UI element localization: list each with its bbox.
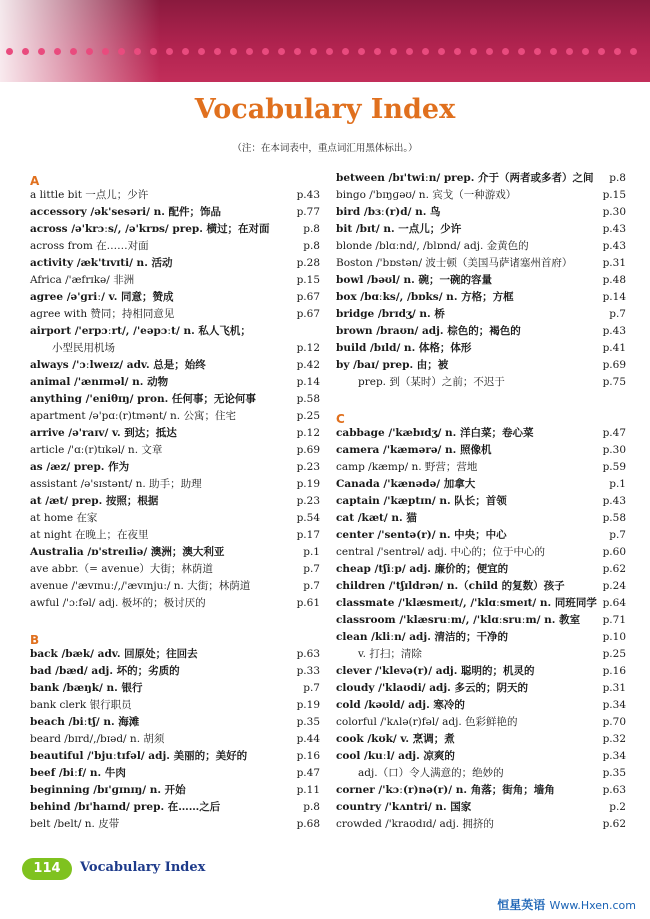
entry-text: apartment /ə'pɑː(r)tmənt/ n. 公寓；住宅 bbox=[30, 410, 236, 422]
index-entry bbox=[30, 391, 320, 408]
entry-text: a little bit 一点儿；少许 bbox=[30, 189, 149, 201]
banner-dot bbox=[342, 48, 349, 55]
entry-page: p.47 bbox=[602, 427, 626, 439]
entry-page: p.77 bbox=[296, 206, 320, 218]
entry-page: p.16 bbox=[602, 665, 626, 677]
index-entry bbox=[336, 425, 626, 442]
decorative-dots bbox=[6, 48, 646, 58]
banner-dot bbox=[566, 48, 573, 55]
entry-text: anything /'eniθɪŋ/ pron. 任何事；无论何事 bbox=[30, 393, 256, 405]
entry-text: agree with 赞同；持相同意见 bbox=[30, 308, 175, 320]
banner-dot bbox=[6, 48, 13, 55]
entry-text: cabbage /'kæbɪdʒ/ n. 洋白菜；卷心菜 bbox=[336, 427, 534, 439]
index-entry bbox=[336, 476, 626, 493]
index-entry bbox=[336, 595, 626, 612]
entry-page: p.17 bbox=[296, 529, 320, 541]
entry-text: by /baɪ/ prep. 由；被 bbox=[336, 359, 449, 371]
banner-dot bbox=[310, 48, 317, 55]
entry-text: agree /ə'ɡriː/ v. 同意；赞成 bbox=[30, 291, 174, 303]
entry-page: p.69 bbox=[602, 359, 626, 371]
banner-dot bbox=[198, 48, 205, 55]
index-entry bbox=[336, 561, 626, 578]
banner-dot bbox=[502, 48, 509, 55]
entry-text: bank clerk 银行职员 bbox=[30, 699, 132, 711]
entry-page: p.70 bbox=[602, 716, 626, 728]
banner-dot bbox=[38, 48, 45, 55]
entry-text: build /bɪld/ n. 体格；体形 bbox=[336, 342, 472, 354]
index-entry bbox=[30, 238, 320, 255]
section-letter: B bbox=[30, 633, 40, 647]
entry-page: p.64 bbox=[602, 597, 626, 609]
index-entry bbox=[30, 748, 320, 765]
entry-text: always /'ɔːlweɪz/ adv. 总是；始终 bbox=[30, 359, 206, 371]
entry-page: p.7 bbox=[609, 529, 626, 541]
entry-page: p.16 bbox=[296, 750, 320, 762]
page-number-badge: 114 bbox=[22, 858, 72, 880]
banner-dot bbox=[422, 48, 429, 55]
index-entry bbox=[30, 510, 320, 527]
index-entry bbox=[336, 612, 626, 629]
entry-page: p.14 bbox=[296, 376, 320, 388]
entry-page: p.35 bbox=[602, 767, 626, 779]
entry-text: cloudy /'klaʊdi/ adj. 多云的；阴天的 bbox=[336, 682, 528, 694]
index-entry bbox=[30, 782, 320, 799]
entry-page: p.35 bbox=[296, 716, 320, 728]
entry-text: cook /kʊk/ v. 烹调；煮 bbox=[336, 733, 455, 745]
entry-text: airport /'erpɔːrt/, /'eəpɔːt/ n. 私人飞机； bbox=[30, 325, 251, 337]
section-letter: C bbox=[336, 412, 345, 426]
entry-page: p.34 bbox=[602, 750, 626, 762]
entry-text: bowl /bəʊl/ n. 碗；一碗的容量 bbox=[336, 274, 492, 286]
index-entry bbox=[30, 646, 320, 663]
entry-page: p.69 bbox=[296, 444, 320, 456]
entry-page: p.11 bbox=[296, 784, 320, 796]
entry-text: classroom /'klæsruːm/, /'klɑːsruːm/ n. 教室 bbox=[336, 614, 581, 626]
entry-text: activity /æk'tɪvɪti/ n. 活动 bbox=[30, 257, 173, 269]
entry-text: blonde /blɑːnd/, /blɒnd/ adj. 金黄色的 bbox=[336, 240, 529, 252]
entry-page: p.25 bbox=[296, 410, 320, 422]
entry-text: ave abbr.（= avenue）大街；林荫道 bbox=[30, 563, 213, 575]
entry-text: v. 打扫；清除 bbox=[358, 648, 422, 660]
entry-text: animal /'ænɪməl/ n. 动物 bbox=[30, 376, 169, 388]
entry-page: p.32 bbox=[602, 733, 626, 745]
entry-page: p.10 bbox=[602, 631, 626, 643]
banner-dot bbox=[470, 48, 477, 55]
entry-text: Australia /ɒ'streɪliə/ 澳洲；澳大利亚 bbox=[30, 546, 225, 558]
entry-page: p.43 bbox=[296, 189, 320, 201]
entry-text: assistant /ə'sɪstənt/ n. 助手；助理 bbox=[30, 478, 202, 490]
index-entry bbox=[30, 289, 320, 306]
index-entry bbox=[336, 799, 626, 816]
entry-text: cool /kuːl/ adj. 凉爽的 bbox=[336, 750, 455, 762]
section-gap bbox=[336, 391, 626, 408]
index-entry bbox=[30, 221, 320, 238]
banner-dot bbox=[630, 48, 637, 55]
index-entry bbox=[30, 459, 320, 476]
entry-page: p.7 bbox=[609, 308, 626, 320]
entry-text: bank /bæŋk/ n. 银行 bbox=[30, 682, 143, 694]
index-entry-continuation bbox=[336, 646, 626, 663]
entry-page: p.12 bbox=[296, 427, 320, 439]
index-note: （注：在本词表中，重点词汇用黑体标出。） bbox=[232, 143, 418, 154]
entry-page: p.75 bbox=[602, 376, 626, 388]
banner-dot bbox=[454, 48, 461, 55]
entry-text: bit /bɪt/ n. 一点儿；少许 bbox=[336, 223, 462, 235]
index-entry bbox=[30, 731, 320, 748]
entry-page: p.43 bbox=[602, 223, 626, 235]
entry-text: awful /'ɔːfəl/ adj. 极坏的；极讨厌的 bbox=[30, 597, 206, 609]
banner-dot bbox=[262, 48, 269, 55]
banner-dot bbox=[102, 48, 109, 55]
entry-page: p.48 bbox=[602, 274, 626, 286]
entry-text: clever /'klevə(r)/ adj. 聪明的；机灵的 bbox=[336, 665, 535, 677]
brand-name: 恒星英语 bbox=[497, 898, 546, 912]
index-entry bbox=[30, 493, 320, 510]
entry-page: p.15 bbox=[296, 274, 320, 286]
index-entry bbox=[336, 748, 626, 765]
index-entry bbox=[30, 765, 320, 782]
index-column-left bbox=[30, 170, 320, 833]
entry-page: p.62 bbox=[602, 818, 626, 830]
index-entry bbox=[336, 170, 626, 187]
index-entry bbox=[336, 629, 626, 646]
section-letter: A bbox=[30, 174, 40, 188]
banner-dot bbox=[358, 48, 365, 55]
banner-dot bbox=[246, 48, 253, 55]
entry-page: p.63 bbox=[296, 648, 320, 660]
entry-page: p.1 bbox=[303, 546, 320, 558]
index-entry bbox=[336, 782, 626, 799]
index-entry bbox=[336, 816, 626, 833]
entry-page: p.24 bbox=[602, 580, 626, 592]
entry-page: p.31 bbox=[602, 257, 626, 269]
entry-page: p.54 bbox=[296, 512, 320, 524]
entry-page: p.59 bbox=[602, 461, 626, 473]
index-entry bbox=[30, 561, 320, 578]
section-gap bbox=[30, 612, 320, 629]
entry-text: camera /'kæmərə/ n. 照像机 bbox=[336, 444, 492, 456]
entry-page: p.7 bbox=[303, 682, 320, 694]
entry-page: p.30 bbox=[602, 444, 626, 456]
entry-page: p.68 bbox=[296, 818, 320, 830]
index-entry bbox=[336, 221, 626, 238]
index-column-right bbox=[336, 170, 626, 833]
entry-text: as /æz/ prep. 作为 bbox=[30, 461, 130, 473]
banner-dot bbox=[582, 48, 589, 55]
entry-text: corner /'kɔː(r)nə(r)/ n. 角落；街角；墙角 bbox=[336, 784, 555, 796]
entry-page: p.30 bbox=[602, 206, 626, 218]
entry-text: back /bæk/ adv. 回原处；往回去 bbox=[30, 648, 198, 660]
entry-text: adj.（口）令人满意的；绝妙的 bbox=[358, 767, 504, 779]
banner-dot bbox=[374, 48, 381, 55]
entry-page: p.8 bbox=[303, 223, 320, 235]
entry-text: avenue /'ævɪnuː/,/'ævɪnjuː/ n. 大街；林荫道 bbox=[30, 580, 251, 592]
index-entry bbox=[336, 357, 626, 374]
index-entry bbox=[30, 187, 320, 204]
entry-text: clean /kliːn/ adj. 清洁的；干净的 bbox=[336, 631, 508, 643]
index-entry bbox=[336, 663, 626, 680]
entry-text: arrive /ə'raɪv/ v. 到达；抵达 bbox=[30, 427, 177, 439]
entry-page: p.33 bbox=[296, 665, 320, 677]
index-entry bbox=[30, 476, 320, 493]
index-entry bbox=[336, 544, 626, 561]
entry-page: p.42 bbox=[296, 359, 320, 371]
index-entry bbox=[336, 204, 626, 221]
index-entry bbox=[336, 255, 626, 272]
header-banner bbox=[0, 0, 650, 82]
banner-dot bbox=[166, 48, 173, 55]
index-entry bbox=[30, 425, 320, 442]
entry-page: p.28 bbox=[296, 257, 320, 269]
index-entry bbox=[30, 816, 320, 833]
index-entry bbox=[30, 527, 320, 544]
banner-dot bbox=[182, 48, 189, 55]
entry-page: p.7 bbox=[303, 580, 320, 592]
banner-dot bbox=[294, 48, 301, 55]
index-entry bbox=[336, 306, 626, 323]
entry-text: classmate /'klæsmeɪt/, /'klɑːsmeɪt/ n. 同班同学 bbox=[336, 597, 597, 609]
entry-page: p.8 bbox=[303, 240, 320, 252]
index-entry bbox=[336, 459, 626, 476]
index-entry bbox=[30, 255, 320, 272]
index-entry bbox=[30, 272, 320, 289]
banner-dot bbox=[230, 48, 237, 55]
entry-page: p.7 bbox=[303, 563, 320, 575]
entry-text: brown /braʊn/ adj. 棕色的；褐色的 bbox=[336, 325, 521, 337]
entry-text: article /'ɑː(r)tɪkəl/ n. 文章 bbox=[30, 444, 163, 456]
index-entry bbox=[30, 408, 320, 425]
banner-dot bbox=[278, 48, 285, 55]
entry-page: p.62 bbox=[602, 563, 626, 575]
entry-text: beautiful /'bjuːtɪfəl/ adj. 美丽的；美好的 bbox=[30, 750, 248, 762]
entry-text: beard /bɪrd/,/bɪəd/ n. 胡须 bbox=[30, 733, 165, 745]
footer-title: Vocabulary Index bbox=[80, 860, 206, 875]
entry-text: at night 在晚上；在夜里 bbox=[30, 529, 149, 541]
entry-page: p.60 bbox=[602, 546, 626, 558]
entry-text: Canada /'kænədə/ 加拿大 bbox=[336, 478, 476, 490]
index-entry bbox=[336, 323, 626, 340]
index-entry bbox=[30, 799, 320, 816]
brand-url: Www.Hxen.com bbox=[549, 899, 636, 912]
banner-dot bbox=[534, 48, 541, 55]
index-entry bbox=[336, 238, 626, 255]
entry-page: p.63 bbox=[602, 784, 626, 796]
index-entry bbox=[336, 340, 626, 357]
entry-text: behind /bɪ'haɪnd/ prep. 在……之后 bbox=[30, 801, 221, 813]
index-entry bbox=[336, 187, 626, 204]
index-entry bbox=[336, 731, 626, 748]
entry-page: p.14 bbox=[602, 291, 626, 303]
index-entry bbox=[30, 697, 320, 714]
entry-page: p.8 bbox=[303, 801, 320, 813]
index-entry bbox=[336, 578, 626, 595]
entry-page: p.34 bbox=[602, 699, 626, 711]
banner-dot bbox=[150, 48, 157, 55]
entry-page: p.23 bbox=[296, 461, 320, 473]
entry-text: beginning /bɪ'ɡɪnɪŋ/ n. 开始 bbox=[30, 784, 186, 796]
entry-text: children /'tʃɪldrən/ n.（child 的复数）孩子 bbox=[336, 580, 565, 592]
entry-text: Boston /'bɒstən/ 波士顿（美国马萨诸塞州首府） bbox=[336, 257, 573, 269]
index-entry bbox=[30, 578, 320, 595]
entry-page: p.41 bbox=[602, 342, 626, 354]
entry-page: p.15 bbox=[602, 189, 626, 201]
entry-page: p.67 bbox=[296, 291, 320, 303]
entry-text: bird /bɜː(r)d/ n. 鸟 bbox=[336, 206, 441, 218]
banner-dot bbox=[614, 48, 621, 55]
entry-text: at home 在家 bbox=[30, 512, 98, 524]
banner-dot bbox=[54, 48, 61, 55]
entry-page: p.43 bbox=[602, 240, 626, 252]
entry-text: beach /biːtʃ/ n. 海滩 bbox=[30, 716, 140, 728]
banner-dot bbox=[550, 48, 557, 55]
index-entry bbox=[336, 510, 626, 527]
index-entry bbox=[336, 680, 626, 697]
entry-page: p.43 bbox=[602, 325, 626, 337]
entry-text: camp /kæmp/ n. 野营；营地 bbox=[336, 461, 478, 473]
index-entry bbox=[336, 697, 626, 714]
entry-page: p.67 bbox=[296, 308, 320, 320]
banner-dot bbox=[214, 48, 221, 55]
entry-page: p.8 bbox=[609, 172, 626, 184]
entry-page: p.31 bbox=[602, 682, 626, 694]
entry-text: between /bɪ'twiːn/ prep. 介于（两者或多者）之间 bbox=[336, 172, 594, 184]
entry-text: across from 在……对面 bbox=[30, 240, 149, 252]
banner-dot bbox=[486, 48, 493, 55]
entry-text: bingo /'bɪŋɡəʊ/ n. 宾戈（一种游戏） bbox=[336, 189, 517, 201]
banner-dot bbox=[518, 48, 525, 55]
entry-text: Africa /'æfrɪkə/ 非洲 bbox=[30, 274, 135, 286]
index-entry bbox=[336, 527, 626, 544]
entry-text: box /bɑːks/, /bɒks/ n. 方格；方框 bbox=[336, 291, 514, 303]
index-entry bbox=[30, 204, 320, 221]
entry-page: p.12 bbox=[296, 342, 320, 354]
entry-page: p.47 bbox=[296, 767, 320, 779]
banner-dot bbox=[70, 48, 77, 55]
banner-dot bbox=[390, 48, 397, 55]
index-entry-continuation bbox=[336, 765, 626, 782]
entry-page: p.44 bbox=[296, 733, 320, 745]
index-entry bbox=[30, 442, 320, 459]
entry-text: prep. 到（某时）之前；不迟于 bbox=[358, 376, 505, 388]
entry-page: p.25 bbox=[602, 648, 626, 660]
index-entry bbox=[336, 272, 626, 289]
banner-dot bbox=[118, 48, 125, 55]
entry-text: bad /bæd/ adj. 坏的；劣质的 bbox=[30, 665, 180, 677]
index-entry bbox=[336, 493, 626, 510]
entry-text: colorful /'kʌlə(r)fəl/ adj. 色彩鲜艳的 bbox=[336, 716, 518, 728]
banner-dot bbox=[326, 48, 333, 55]
entry-text: cold /kəʊld/ adj. 寒冷的 bbox=[336, 699, 465, 711]
index-entry bbox=[30, 714, 320, 731]
index-entry bbox=[30, 306, 320, 323]
entry-text: across /ə'krɔːs/, /ə'krɒs/ prep. 横过；在对面 bbox=[30, 223, 270, 235]
entry-text: belt /belt/ n. 皮带 bbox=[30, 818, 120, 830]
entry-page: p.61 bbox=[296, 597, 320, 609]
entry-page: p.23 bbox=[296, 495, 320, 507]
entry-page: p.19 bbox=[296, 699, 320, 711]
entry-page: p.2 bbox=[609, 801, 626, 813]
entry-page: p.58 bbox=[602, 512, 626, 524]
entry-text: crowded /'kraʊdɪd/ adj. 拥挤的 bbox=[336, 818, 494, 830]
entry-text: cat /kæt/ n. 猫 bbox=[336, 512, 417, 524]
entry-text: bridge /brɪdʒ/ n. 桥 bbox=[336, 308, 445, 320]
entry-page: p.1 bbox=[609, 478, 626, 490]
entry-text: beef /biːf/ n. 牛肉 bbox=[30, 767, 126, 779]
brand-watermark bbox=[497, 896, 636, 913]
index-entry bbox=[30, 544, 320, 561]
index-entry-continuation bbox=[336, 374, 626, 391]
index-entry bbox=[30, 357, 320, 374]
index-entry bbox=[30, 595, 320, 612]
entry-text: center /'sentə(r)/ n. 中央；中心 bbox=[336, 529, 507, 541]
entry-page: p.43 bbox=[602, 495, 626, 507]
index-entry bbox=[336, 289, 626, 306]
entry-text: captain /'kæptɪn/ n. 队长；首领 bbox=[336, 495, 507, 507]
banner-dot bbox=[22, 48, 29, 55]
index-entry bbox=[336, 714, 626, 731]
page-title: Vocabulary Index bbox=[194, 94, 456, 125]
banner-dot bbox=[86, 48, 93, 55]
index-entry bbox=[30, 374, 320, 391]
entry-text: cheap /tʃiːp/ adj. 廉价的；便宜的 bbox=[336, 563, 509, 575]
banner-dot bbox=[438, 48, 445, 55]
index-entry-continuation bbox=[30, 340, 320, 357]
entry-page: p.19 bbox=[296, 478, 320, 490]
index-entry bbox=[30, 323, 320, 340]
entry-text: country /'kʌntri/ n. 国家 bbox=[336, 801, 472, 813]
banner-dot bbox=[406, 48, 413, 55]
entry-text: accessory /ək'sesəri/ n. 配件；饰品 bbox=[30, 206, 222, 218]
entry-page: p.58 bbox=[296, 393, 320, 405]
banner-dot bbox=[598, 48, 605, 55]
index-entry bbox=[336, 442, 626, 459]
entry-page: p.71 bbox=[602, 614, 626, 626]
index-entry bbox=[30, 663, 320, 680]
entry-text: central /'sentrəl/ adj. 中心的；位于中心的 bbox=[336, 546, 545, 558]
entry-text: at /æt/ prep. 按照；根据 bbox=[30, 495, 159, 507]
entry-text: 小型民用机场 bbox=[52, 342, 115, 354]
banner-dot bbox=[134, 48, 141, 55]
banner-fade bbox=[0, 0, 160, 82]
index-entry bbox=[30, 680, 320, 697]
